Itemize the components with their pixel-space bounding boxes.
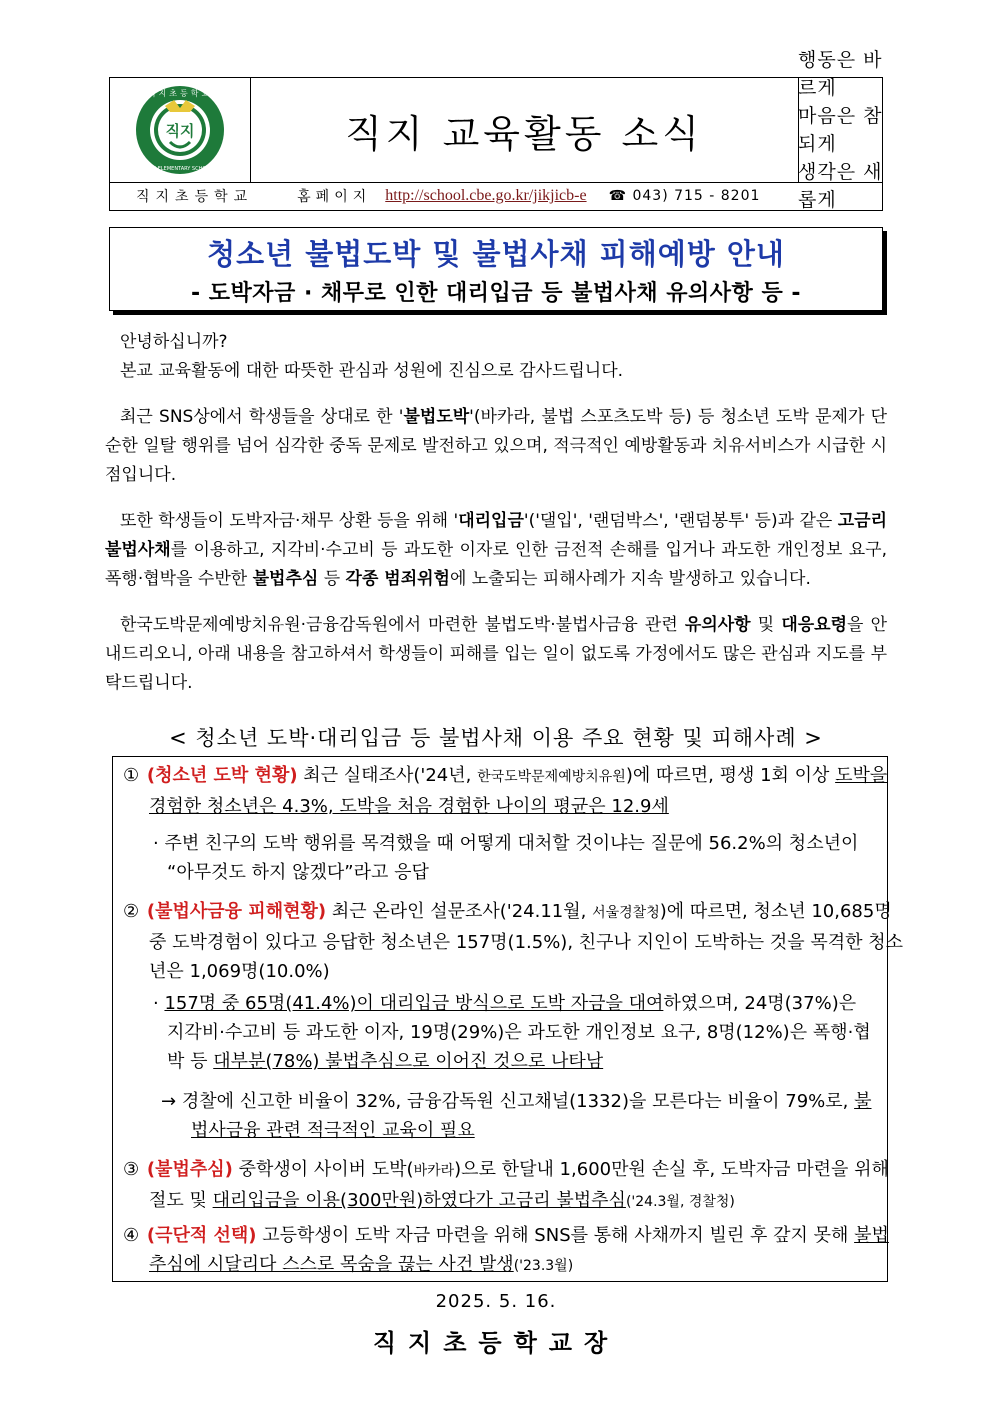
telephone-icon: ☎ (608, 188, 628, 204)
homepage-label: 홈페이지 (297, 189, 372, 205)
paragraph-gambling: 최근 SNS상에서 학생들을 상대로 한 '불법도박'(바카라, 불법 스포츠도박 등) 등 청소년 도박 문제가 단순한 일탈 행위를 넘어 심각한 중독 문제로 발전하고 있으며, 적극적인 예방활동과 치유서비스가 시급한 시점입니다. (105, 407, 887, 485)
logo-top-text: 직지초등학교 (147, 89, 213, 98)
case-bullet: · 157명 중 65명(41.4%)이 대리입금 방식으로 도박 자금을 대여하였으며, 24명(37%)은 지각비·수고비 등 과도한 이자, 19명(29%)은 과도한 개인정보 요구, 8명(12%)은 폭행·협박 등 대부분(78%) 불법추심으로 이어진 것으로 나타남 (153, 993, 871, 1072)
school-logo (110, 78, 250, 182)
signer: 직지초등학교장 (372, 1329, 620, 1357)
logo-center-text: 직지 (165, 122, 195, 140)
case-bullet: · 주변 친구의 도박 행위를 목격했을 때 어떻게 대처할 것이냐는 질문에 56.2%의 청소년이 “아무것도 하지 않겠다”라고 응답 (153, 833, 859, 883)
cases-box (112, 756, 903, 1282)
case-item: ① (청소년 도박 현황) 최근 실태조사('24년, 한국도박문제예방치유원)에 따르면, 평생 1회 이상 도박을 경험한 청소년은 4.3%, 도박을 처음 경험한 나이의 평균은 12.9세 (123, 765, 888, 817)
letter-body (105, 328, 887, 698)
header-info-row (110, 182, 882, 210)
newsletter-header (109, 49, 883, 211)
paragraph-loan: 또한 학생들이 도박자금·채무 상환 등을 위해 '대리입금'('댈입', '랜덤박스', '랜덤봉투' 등)과 같은 고금리 불법사채를 이용하고, 지각비·수고비 등 과도한 이자로 인한 금전적 손해를 입거나 과도한 개인정보 요구, 폭행·협박을 수반한 불법추심 등 각종 범죄위험에 노출되는 피해사례가 지속 발생하고 있습니다. (105, 511, 887, 589)
case-item: ③ (불법추심) 중학생이 사이버 도박(바카라)으로 한달내 1,600만원 손실 후, 도박자금 마련을 위해 절도 및 대리입금을 이용(300만원)하였다가 고금리 불법추심('24.3월, 경찰청) (123, 1159, 889, 1211)
case-item: ② (불법사금융 피해현황) 최근 온라인 설문조사('24.11월, 서울경찰청)에 따르면, 청소년 10,685명 중 도박경험이 있다고 응답한 청소년은 157명(1.5%), 친구나 지인이 도박하는 것을 목격한 청소년은 1,069명(10.0%) (123, 901, 903, 982)
motto-line: 생각은 새롭게 (798, 161, 883, 211)
issue-date: 2025. 5. 16. (435, 1291, 557, 1312)
newsletter-title: 직지 교육활동 소식 (250, 78, 799, 182)
phone-info (609, 188, 761, 204)
notice-title: 청소년 불법도박 및 불법사채 피해예방 안내 (207, 237, 785, 271)
cases-heading: < 청소년 도박·대리입금 등 불법사채 이용 주요 현황 및 피해사례 > (169, 726, 823, 750)
notice-banner (109, 227, 883, 311)
greeting: 안녕하십니까? (120, 332, 228, 352)
thanks-line: 본교 교육활동에 대한 따뜻한 관심과 성원에 진심으로 감사드립니다. (120, 361, 624, 381)
logo-bottom-text: JIKJI ELEMENTARY SCHOOL (146, 166, 214, 172)
motto-line: 행동은 바르게 (798, 49, 883, 99)
case-arrow-note: → 경찰에 신고한 비율이 32%, 금융감독원 신고채널(1332)을 모른다는 비율이 79%로, 불법사금융 관련 적극적인 교육이 필요 (161, 1091, 872, 1141)
phone-number: 043) 715 - 8201 (632, 188, 761, 204)
homepage-link[interactable]: http://school.cbe.go.kr/jikjicb-e (385, 187, 587, 204)
notice-subtitle: - 도박자금 · 채무로 인한 대리입금 등 불법사채 유의사항 등 - (190, 281, 801, 306)
case-item: ④ (극단적 선택) 고등학생이 도박 자금 마련을 위해 SNS를 통해 사채까지 빌린 후 갚지 못해 불법추심에 시달리다 스스로 목숨을 끊는 사건 발생('23.3월) (123, 1225, 889, 1275)
school-name: 직지초등학교 (136, 189, 254, 205)
motto-line: 마음은 참되게 (798, 105, 883, 155)
logo-cell (110, 78, 251, 182)
paragraph-guidance: 한국도박문제예방치유원·금융감독원에서 마련한 불법도박·불법사금융 관련 유의사항 및 대응요령을 안내드리오니, 아래 내용을 참고하셔서 학생들이 피해를 입는 일이 없도록 가정에서도 많은 관심과 지도를 부탁드립니다. (105, 615, 888, 693)
arrow-right-icon: → (161, 1091, 177, 1112)
school-motto (798, 49, 884, 211)
